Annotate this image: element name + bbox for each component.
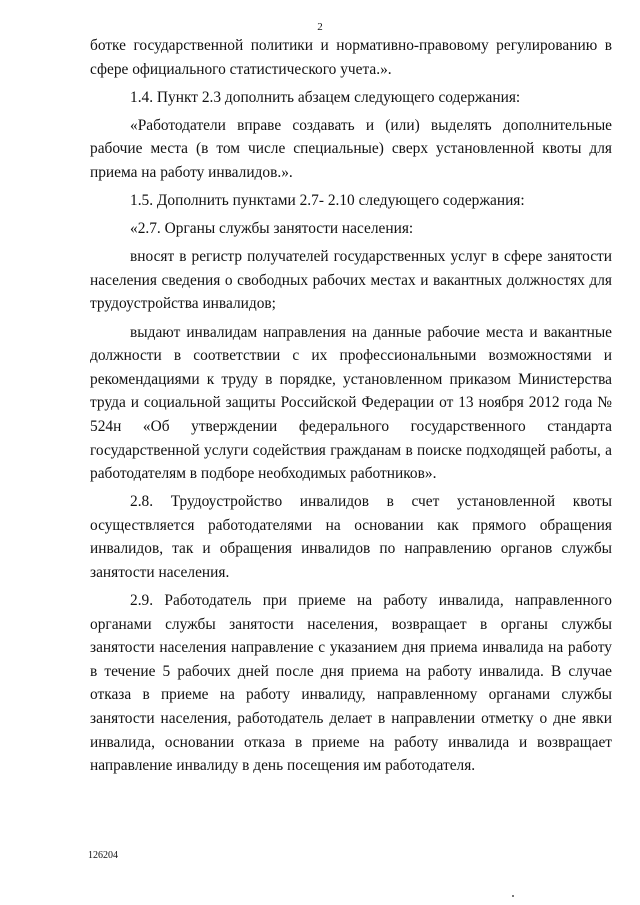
paragraph-1-5: 1.5. Дополнить пунктами 2.7- 2.10 следующего содержания: bbox=[130, 192, 525, 210]
scan-speck bbox=[512, 895, 514, 897]
paragraph-2-9: 2.9. Работодатель при приеме на работу инвалида, направленного органами службы занятости населения, возвращает в органы службы занятости населения направление с указанием дня приема инвалида на работу в течение 5 рабочих дней после дня приема на работу инвалида. В случае отказа в приеме на работу инвалиду, направленному органами службы занятости населения, работодатель делает в направлении отметку о дне явки инвалида, основании отказа в приеме на работу инвалида и возвращает направление инвалиду в день посещения им работодателя. bbox=[90, 592, 612, 775]
paragraph-2-8: 2.8. Трудоустройство инвалидов в счет установленной квоты осуществляется работодателями на основании как прямого обращения инвалидов, так и обращения инвалидов по направлению органов службы занятости населения. bbox=[90, 493, 612, 581]
page-number: 2 bbox=[317, 21, 323, 33]
paragraph-continuation: ботке государственной политики и нормативно-правовому регулированию в сфере официального статистического учета.». bbox=[90, 37, 612, 78]
paragraph-register: вносят в регистр получателей государственных услуг в сфере занятости населения сведения о свободных рабочих местах и вакантных должностях для трудоустройства инвалидов; bbox=[90, 248, 612, 313]
document-body bbox=[90, 34, 612, 778]
paragraph-1-4: 1.4. Пункт 2.3 дополнить абзацем следующего содержания: bbox=[130, 88, 521, 106]
paragraph-employers-right: «Работодатели вправе создавать и (или) выделять дополнительные рабочие места (в том числе специальные) сверх установленной квоты для приема на работу инвалидов.». bbox=[90, 116, 612, 181]
document-code: 126204 bbox=[88, 850, 118, 861]
paragraph-referrals: выдают инвалидам направления на данные рабочие места и вакантные должности в соответствии с их профессиональными возможностями и рекомендациями к труду в порядке, установленном приказом Министерства труда и социальной защиты Российской Федерации от 13 ноября 2012 года № 524н «Об утверждении федерального государственного стандарта государственной услуги содействия гражданам в поиске подходящей работы, а работодателям в подборе необходимых работников». bbox=[90, 323, 612, 483]
paragraph-2-7: «2.7. Органы службы занятости населения: bbox=[130, 220, 414, 238]
